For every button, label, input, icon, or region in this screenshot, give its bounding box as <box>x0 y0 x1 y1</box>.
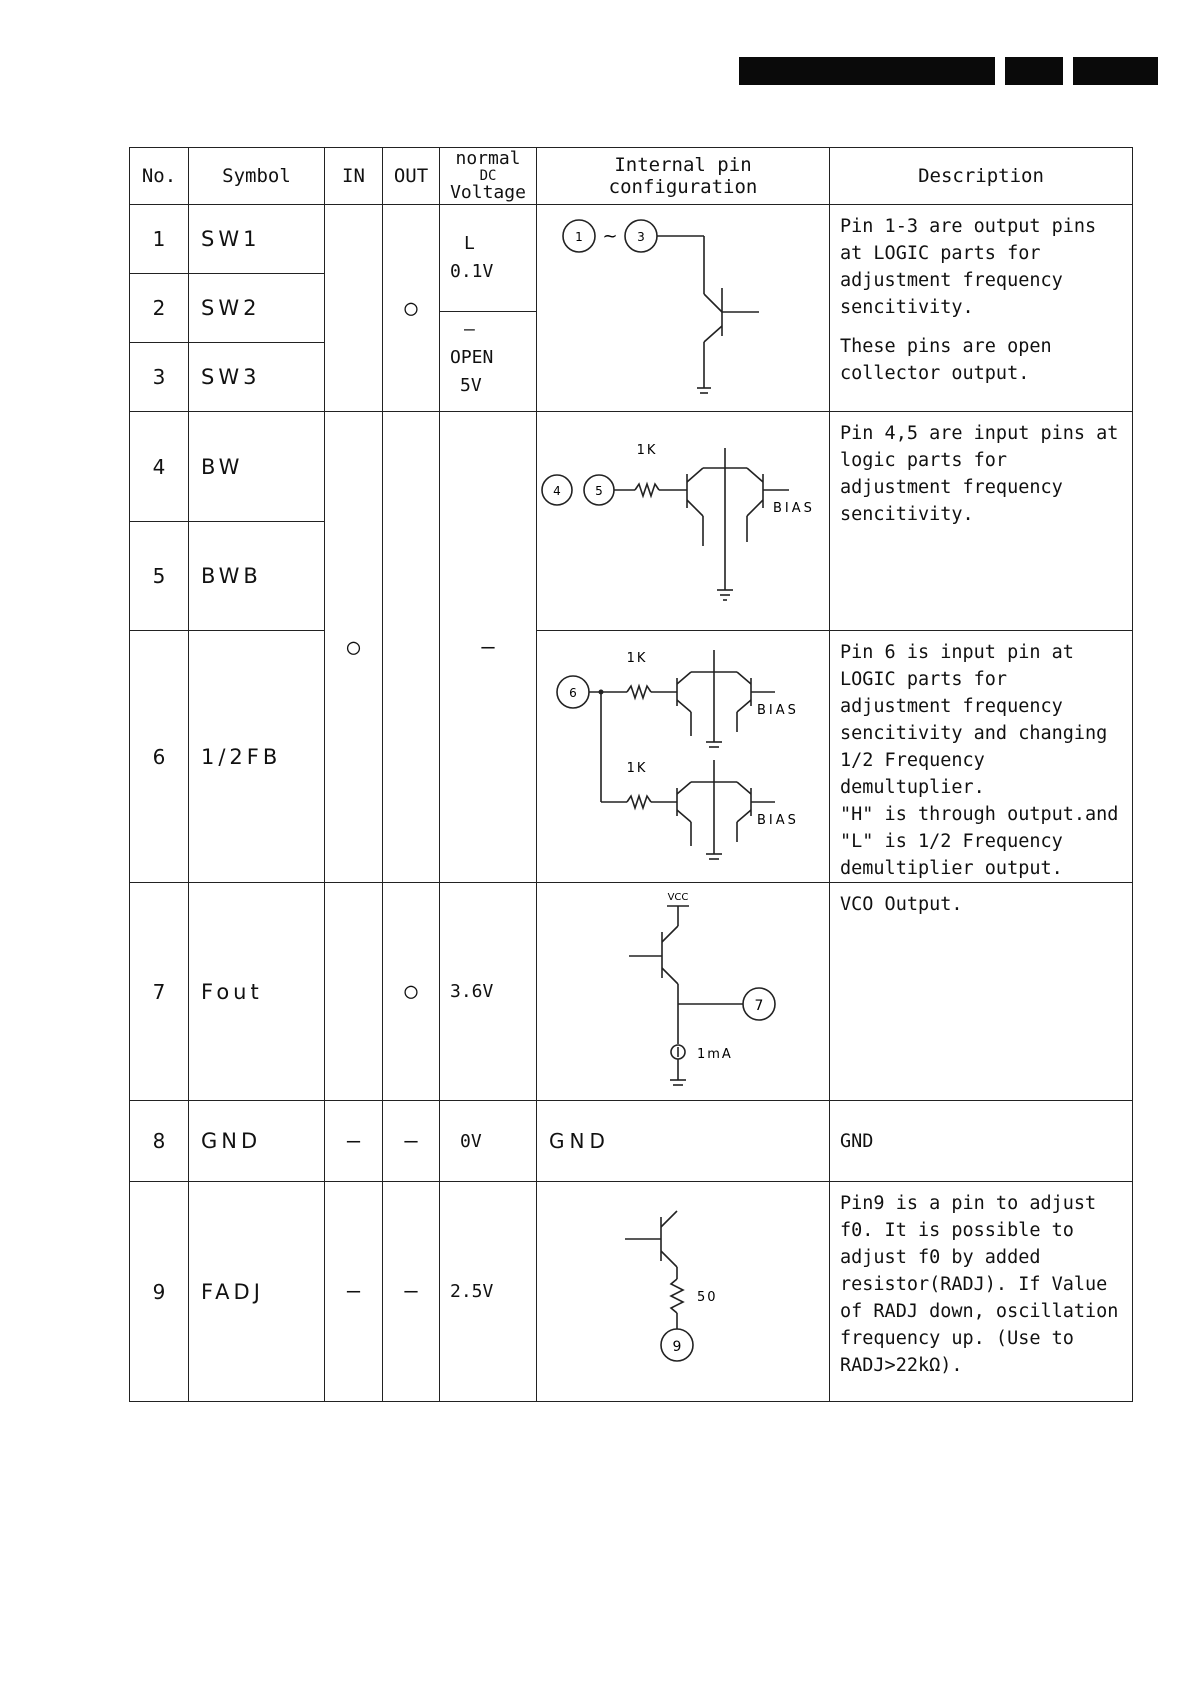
desc-sw-p1: Pin 1-3 are output pins at LOGIC parts for adjustment frequency sencitivity. <box>840 216 1097 318</box>
pin-symbol: BWB <box>189 522 325 631</box>
pin-symbol: FADJ <box>189 1182 325 1402</box>
pin-no: 1 <box>130 205 189 274</box>
out-mark: ○ <box>383 883 440 1101</box>
in-dash: – <box>325 1101 383 1182</box>
pin-symbol: Fout <box>189 883 325 1101</box>
table-row <box>130 631 1133 883</box>
config-bw <box>537 412 830 631</box>
desc-fout: VCO Output. <box>830 883 1133 1101</box>
col-in: IN <box>325 148 383 205</box>
pin-symbol: BW <box>189 412 325 522</box>
desc-half-fb-l2: "H" is through output.and "L" is 1/2 Frequency demultiplier output. <box>840 804 1119 879</box>
res-label-1k: 1K <box>636 443 658 458</box>
pin-label-7: 7 <box>754 997 764 1014</box>
desc-sw-p2: These pins are open collector output. <box>840 336 1052 384</box>
pin-no: 3 <box>130 342 189 411</box>
voltage-value: 2.5V <box>440 1182 537 1402</box>
pin-no: 2 <box>130 274 189 342</box>
pin-no: 4 <box>130 412 189 522</box>
config-half-fb <box>537 631 830 883</box>
bias-label-bottom: BIAS <box>757 813 799 828</box>
pin-symbol: SW1 <box>189 205 325 274</box>
out-dash: – <box>383 1182 440 1402</box>
volt-high-dash: — <box>464 319 475 340</box>
desc-half-fb-l1: Pin 6 is input pin at LOGIC parts for adjustment frequency sencitivity and changing 1/2 Frequency demultuplier. <box>840 642 1108 798</box>
out-cell <box>383 412 440 883</box>
res-label-50: 50 <box>697 1289 718 1305</box>
voltage-value: 3.6V <box>440 883 537 1101</box>
desc-half-fb <box>830 631 1133 883</box>
fout-circuit-diagram <box>537 884 830 1100</box>
col-voltage-l3: Voltage <box>450 182 526 203</box>
config-sw <box>537 205 830 412</box>
out-mark: ○ <box>383 205 440 412</box>
volt-dash: – <box>440 412 537 883</box>
volt-high-label: OPEN <box>450 347 494 368</box>
pin-symbol: 1/2FB <box>189 631 325 883</box>
pin-symbol: SW3 <box>189 342 325 411</box>
col-voltage <box>440 148 537 205</box>
col-out: OUT <box>383 148 440 205</box>
table-row <box>130 1182 1133 1402</box>
in-cell <box>325 883 383 1101</box>
pin-label-3: 3 <box>637 230 645 244</box>
volt-low-value: 0.1V <box>450 261 494 282</box>
pin-no: 5 <box>130 522 189 631</box>
table-row <box>130 412 1133 522</box>
desc-gnd: GND <box>830 1101 1133 1182</box>
col-symbol: Symbol <box>189 148 325 205</box>
res-label-1k-top: 1K <box>626 651 648 666</box>
desc-bw: Pin 4,5 are input pins at logic parts for adjustment frequency sencitivity. <box>830 412 1133 631</box>
half-fb-circuit-diagram <box>537 642 830 871</box>
bw-circuit-diagram <box>537 412 830 630</box>
current-label: 1mA <box>697 1046 733 1062</box>
vcc-label: VCC <box>667 891 689 903</box>
volt-high-value: 5V <box>460 375 482 396</box>
col-description: Description <box>830 148 1133 205</box>
pin-label-6: 6 <box>569 686 577 700</box>
col-voltage-l1: normal <box>455 148 521 169</box>
tilde-label: ~ <box>602 226 618 247</box>
config-gnd: GND <box>537 1101 830 1182</box>
col-no: No. <box>130 148 189 205</box>
sw-circuit-diagram <box>537 206 830 410</box>
bias-label: BIAS <box>773 501 815 516</box>
in-cell <box>325 205 383 412</box>
col-voltage-l2: DC <box>479 168 497 184</box>
header-bar-1 <box>739 57 995 85</box>
pin-no: 7 <box>130 883 189 1101</box>
col-config: Internal pin configuration <box>537 148 830 205</box>
pin-label-9: 9 <box>672 1338 682 1355</box>
volt-low-label: L <box>464 233 475 254</box>
pin-no: 8 <box>130 1101 189 1182</box>
table-row <box>130 1101 1133 1182</box>
pin-no: 9 <box>130 1182 189 1402</box>
desc-fadj: Pin9 is a pin to adjust f0. It is possible to adjust f0 by added resistor(RADJ). If Value of RADJ down, oscillation frequency up. (Use to RADJ>22kΩ). <box>830 1182 1133 1402</box>
in-mark: ○ <box>325 412 383 883</box>
header-bar-2 <box>1005 57 1063 85</box>
pin-label-1: 1 <box>575 230 583 244</box>
pin-table <box>129 147 1133 1402</box>
out-dash: – <box>383 1101 440 1182</box>
voltage-value: 0V <box>440 1101 537 1182</box>
config-fout <box>537 883 830 1101</box>
in-dash: – <box>325 1182 383 1402</box>
pin-no: 6 <box>130 631 189 883</box>
voltage-cell <box>440 205 537 412</box>
pin-label-5: 5 <box>595 484 603 498</box>
fadj-circuit-diagram <box>537 1183 830 1401</box>
header-row <box>130 148 1133 205</box>
table-row <box>130 205 1133 274</box>
config-fadj <box>537 1182 830 1402</box>
header-bar-3 <box>1073 57 1158 85</box>
res-label-1k-bottom: 1K <box>626 761 648 776</box>
pin-label-4: 4 <box>553 484 561 498</box>
table-row <box>130 883 1133 1101</box>
pin-symbol: GND <box>189 1101 325 1182</box>
bias-label-top: BIAS <box>757 703 799 718</box>
desc-sw <box>830 205 1133 412</box>
pin-symbol: SW2 <box>189 274 325 342</box>
